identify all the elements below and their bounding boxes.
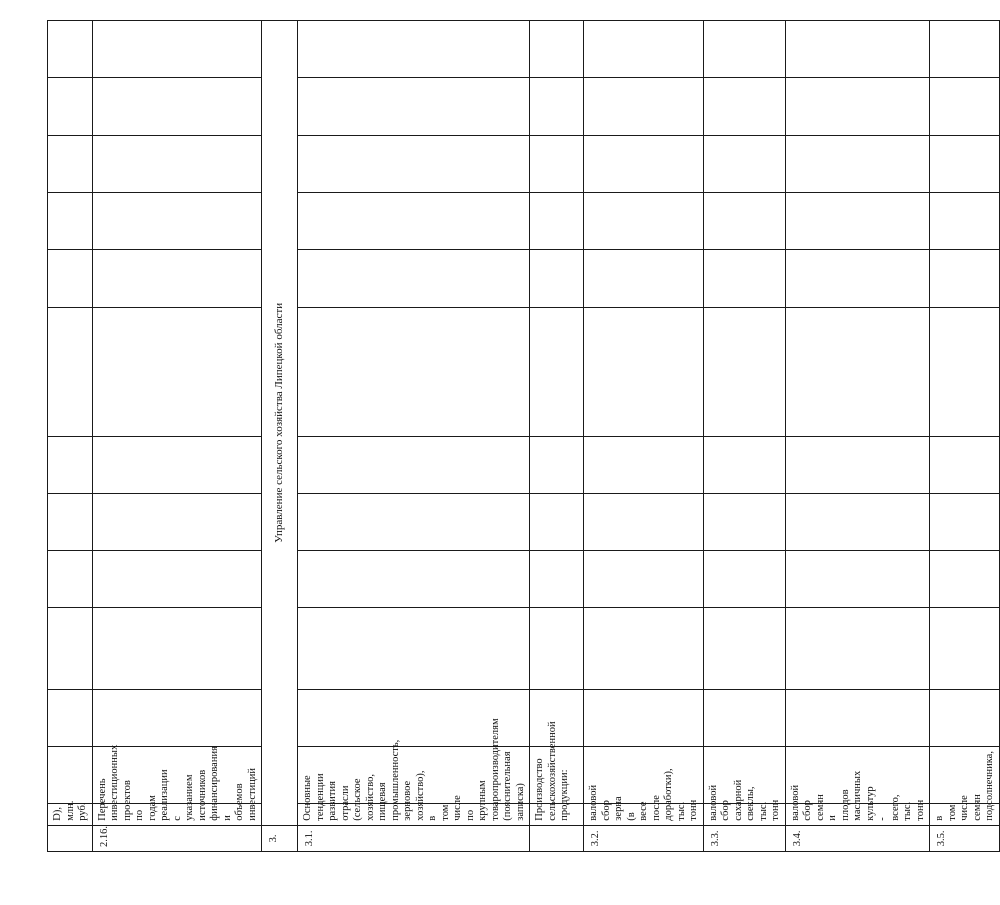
value-cell [48, 250, 93, 307]
table-row [298, 21, 530, 852]
value-cell [584, 21, 704, 78]
indicator-cell: Перечень инвестиционных проектов по годам реализации с указанием источников финансирования и объемов инвестиций [92, 804, 262, 825]
value-cell [584, 78, 704, 135]
value-cell [48, 493, 93, 550]
value-cell [930, 135, 1000, 192]
value-cell [703, 608, 785, 689]
row-number-cell: 3.2. [584, 825, 704, 851]
indicator-cell: валовой сбор семян и плодов масличных культур - всего, тыс. тонн [785, 804, 930, 825]
value-cell [298, 307, 530, 436]
value-cell [930, 307, 1000, 436]
value-cell [584, 135, 704, 192]
value-cell [930, 608, 1000, 689]
row-number-cell: 3.4. [785, 825, 930, 851]
table-row [785, 21, 930, 852]
value-cell [785, 493, 930, 550]
table-row [48, 21, 93, 852]
value-cell [584, 746, 704, 803]
value-cell [530, 135, 584, 192]
value-cell [92, 21, 262, 78]
value-cell [785, 193, 930, 250]
value-cell [703, 689, 785, 746]
row-number-cell: 3.3. [703, 825, 785, 851]
value-cell [930, 493, 1000, 550]
table-row [703, 21, 785, 852]
value-cell [298, 135, 530, 192]
value-cell [584, 493, 704, 550]
indicator-cell: валовой сбор зерна (в весе после доработки), тыс. тонн [584, 804, 704, 825]
value-cell [703, 78, 785, 135]
value-cell [298, 608, 530, 689]
table-row [530, 21, 584, 852]
value-cell [48, 746, 93, 803]
value-cell [785, 551, 930, 608]
value-cell [584, 193, 704, 250]
value-cell [92, 78, 262, 135]
indicator-cell: D), млн. руб. [48, 804, 93, 825]
data-table [47, 20, 1000, 852]
row-number-cell [530, 825, 584, 851]
value-cell [530, 493, 584, 550]
value-cell [584, 307, 704, 436]
table-row [584, 21, 704, 852]
value-cell [530, 608, 584, 689]
value-cell [298, 493, 530, 550]
value-cell [48, 436, 93, 493]
value-cell [785, 436, 930, 493]
value-cell [298, 436, 530, 493]
value-cell [930, 436, 1000, 493]
table-row [930, 21, 1000, 852]
value-cell [92, 689, 262, 746]
value-cell [298, 193, 530, 250]
value-cell [530, 551, 584, 608]
value-cell [92, 493, 262, 550]
value-cell [530, 250, 584, 307]
value-cell [530, 193, 584, 250]
value-cell [703, 250, 785, 307]
value-cell [298, 551, 530, 608]
value-cell [785, 250, 930, 307]
value-cell [92, 608, 262, 689]
value-cell [930, 551, 1000, 608]
indicator-cell: валовой сбор сахарной свеклы, тыс. тонн [703, 804, 785, 825]
value-cell [703, 135, 785, 192]
value-cell [703, 436, 785, 493]
value-cell [530, 436, 584, 493]
value-cell [930, 21, 1000, 78]
table-row [262, 21, 298, 852]
value-cell [584, 250, 704, 307]
rotated-page [47, 20, 995, 852]
value-cell [584, 551, 704, 608]
value-cell [48, 307, 93, 436]
value-cell [92, 307, 262, 436]
value-cell [48, 21, 93, 78]
row-number-cell: 3. [262, 825, 298, 851]
value-cell [785, 307, 930, 436]
row-number-cell [48, 825, 93, 851]
table-row [92, 21, 262, 852]
value-cell [92, 193, 262, 250]
section-title-cell: Управление сельского хозяйства Липецкой области [262, 21, 298, 826]
value-cell [48, 135, 93, 192]
indicator-cell: в том числе семян подсолнечника, [930, 804, 1000, 825]
indicator-cell: Производство сельскохозяйственной продукции: [530, 804, 584, 825]
value-cell [298, 78, 530, 135]
row-number-cell: 3.5. [930, 825, 1000, 851]
value-cell [785, 689, 930, 746]
value-cell [785, 78, 930, 135]
value-cell [92, 436, 262, 493]
row-number-cell: 2.16. [92, 825, 262, 851]
value-cell [703, 193, 785, 250]
value-cell [530, 307, 584, 436]
value-cell [703, 551, 785, 608]
value-cell [530, 21, 584, 78]
value-cell [703, 493, 785, 550]
value-cell [48, 689, 93, 746]
indicator-cell: Основные тенденции развития отрасли (сельское хозяйство, пищевая промышленность, зерновое хозяйство), в том числе по крупным товаропроизводителям (пояснительная записка) [298, 804, 530, 825]
value-cell [584, 689, 704, 746]
value-cell [48, 78, 93, 135]
value-cell [92, 250, 262, 307]
value-cell [930, 689, 1000, 746]
value-cell [48, 193, 93, 250]
value-cell [584, 608, 704, 689]
value-cell [298, 21, 530, 78]
value-cell [584, 436, 704, 493]
value-cell [92, 551, 262, 608]
value-cell [785, 21, 930, 78]
value-cell [530, 78, 584, 135]
value-cell [48, 608, 93, 689]
row-number-cell: 3.1. [298, 825, 530, 851]
value-cell [703, 307, 785, 436]
value-cell [92, 135, 262, 192]
value-cell [703, 21, 785, 78]
value-cell [930, 250, 1000, 307]
value-cell [930, 193, 1000, 250]
value-cell [785, 135, 930, 192]
value-cell [298, 250, 530, 307]
value-cell [930, 78, 1000, 135]
value-cell [785, 608, 930, 689]
value-cell [48, 551, 93, 608]
